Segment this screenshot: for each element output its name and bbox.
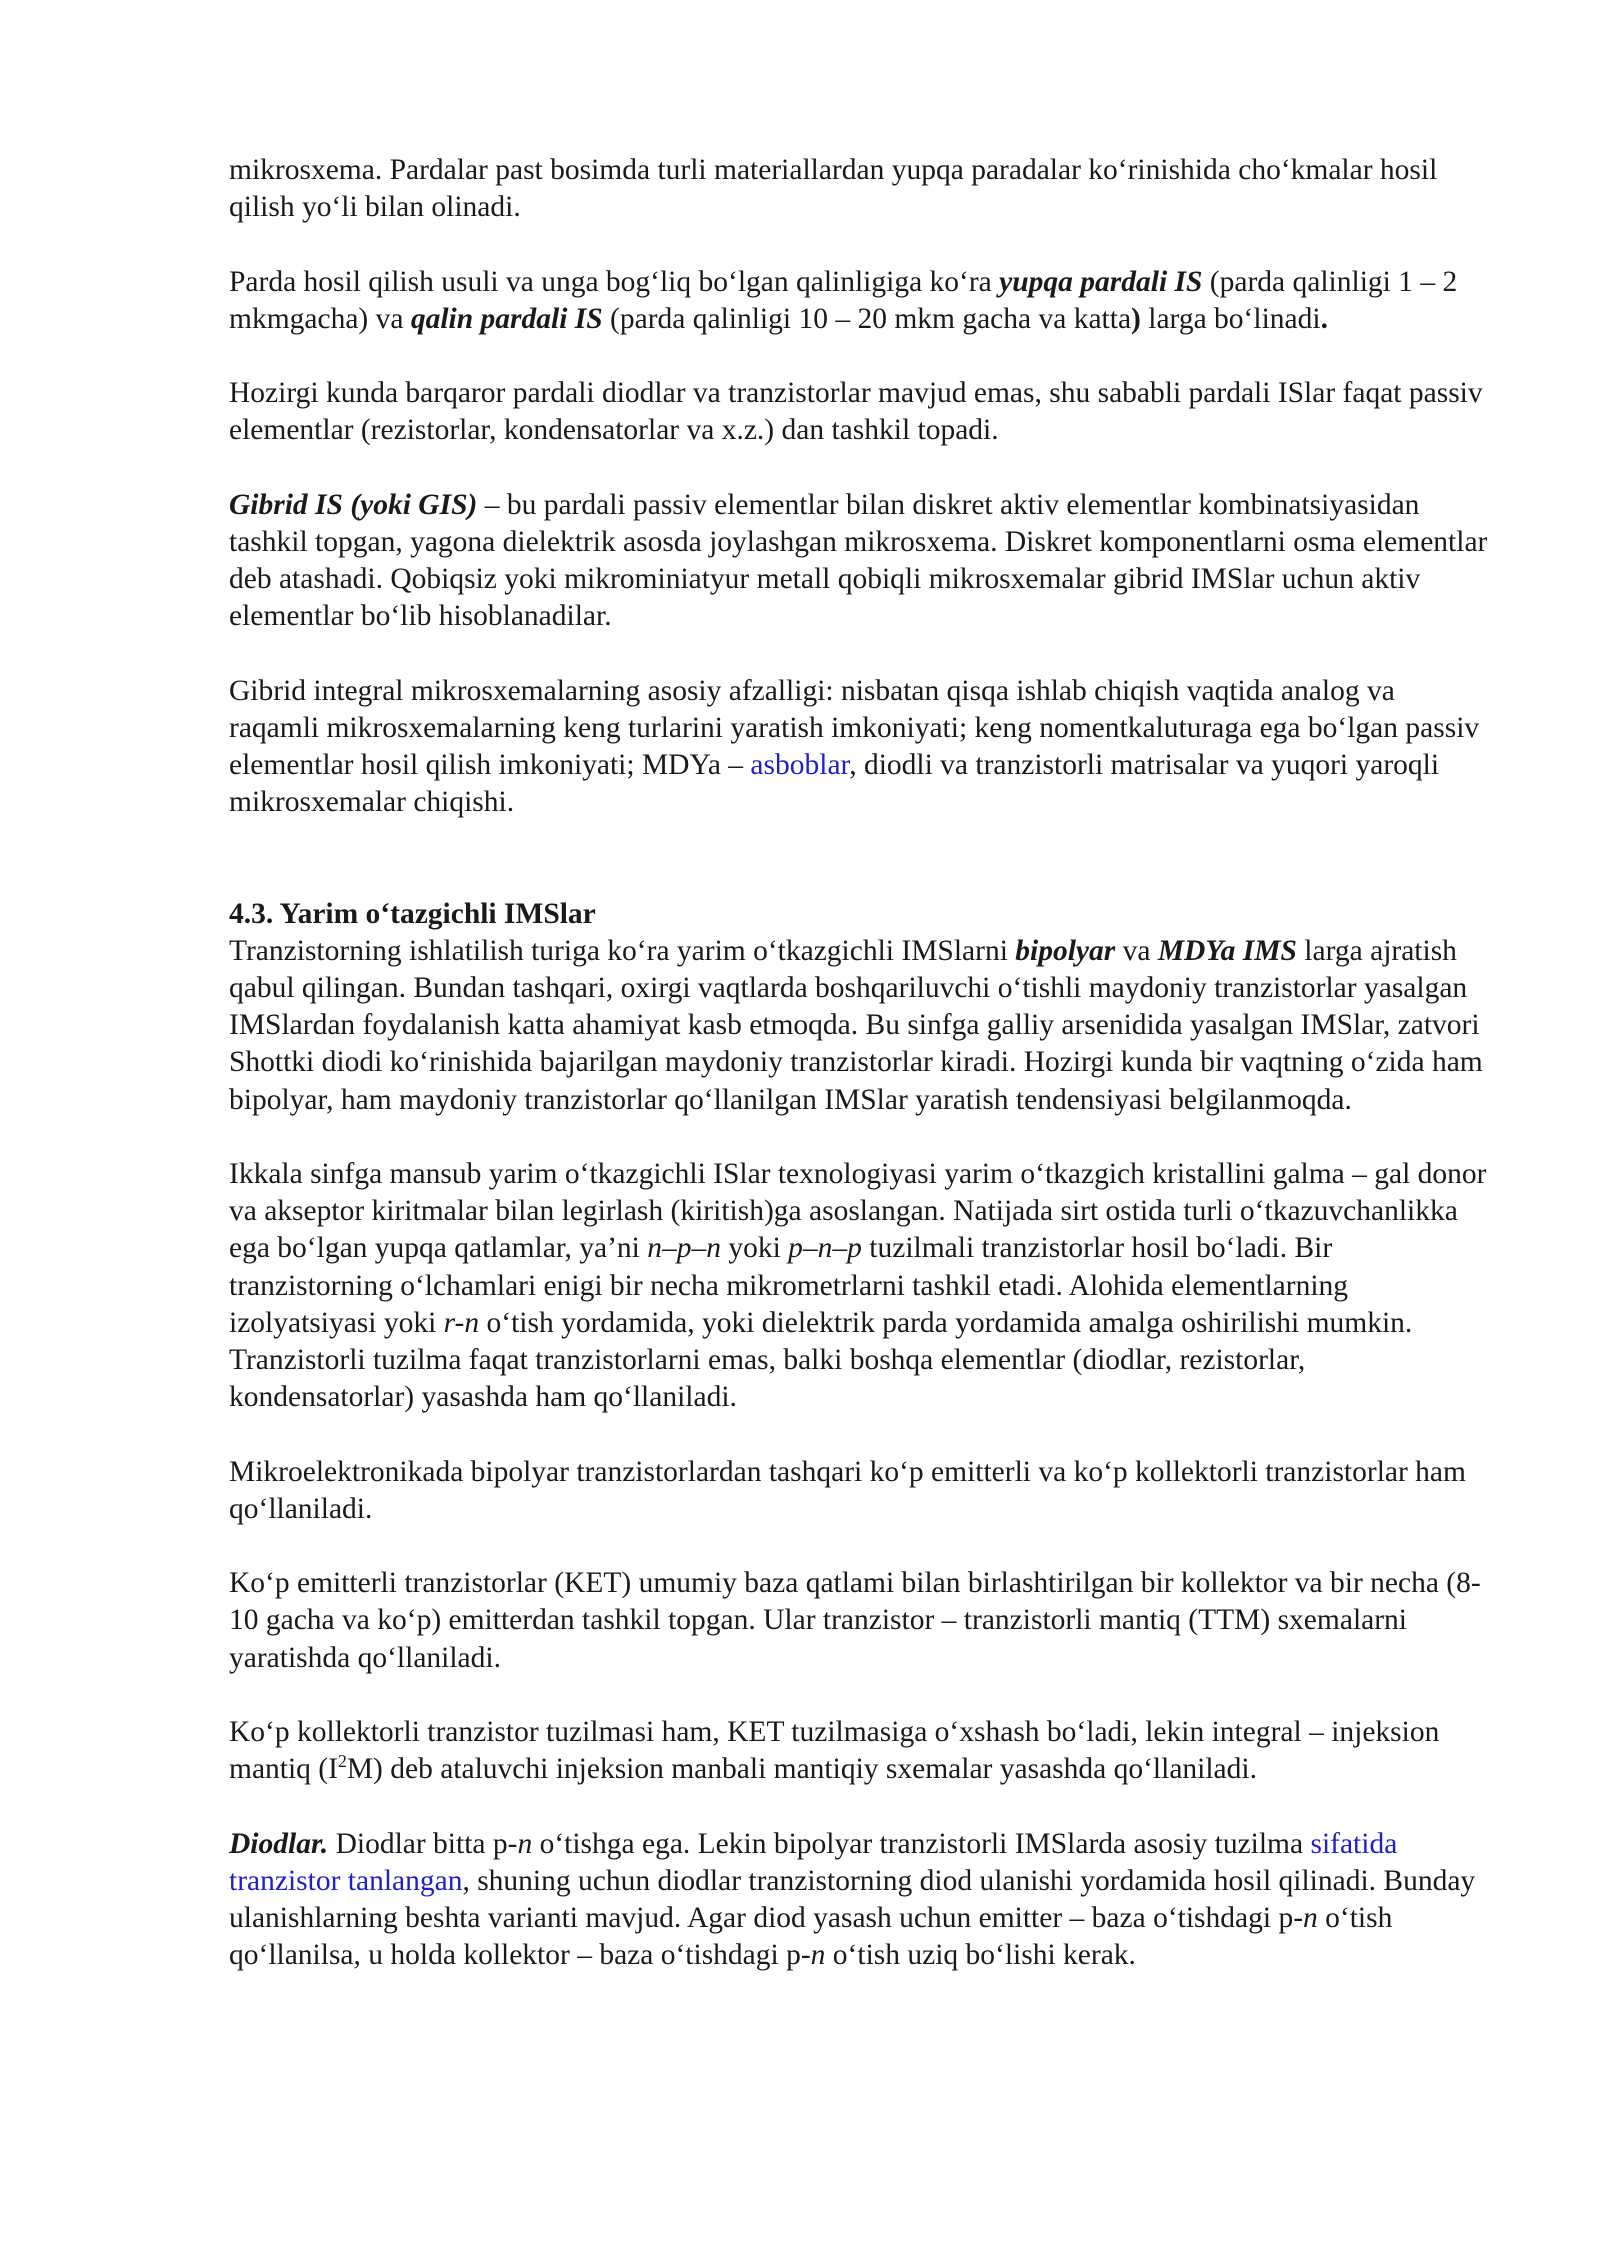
paragraph-kop-kollektorli: Ko‘p kollektorli tranzistor tuzilmasi ham, KET tuzilmasiga o‘xshash bo‘ladi, lekin integral – injeksion mantiq $(I^2M)$ deb ataluvchi injeksion manbali mantiqiy sxemalar yasashda qo‘llaniladi. — [229, 1716, 1440, 1786]
paragraph-diodlar: Diodlar. Diodlar bitta p-n o‘tishga ega. Lekin bipolyar tranzistorli IMSlarda asosiy tuzilma sifatida tranzistor tanlangan, shuning uchun diodlar tranzistorning diod ulanishi yordamida hosil qilinadi. Bunday ulanishlarning beshta varianti mavjud. Agar diod yasash uchun emitter – baza o‘tishdagi p-n o‘tish qo‘llanilsa, u holda kollektor – baza o‘tishdagi p-n o‘tish uziq bo‘lishi kerak. — [229, 1827, 1476, 1972]
paragraph-tranzistor-turiga: Tranzistorning ishlatilish turiga ko‘ra yarim o‘tkazgichli IMSlarni bipolyar va MDYa IMS larga ajratish qabul qilingan. Bundan tashqari, oxirgi vaqtlarda boshqariluvchi o‘tishli maydoniy tranzistorlar yasalgan IMSlardan foydalanish katta ahamiyat kasb etmoqda. Bu sinfga galliy arsenidida yasalgan IMSlar, zatvori Shottki diodi ko‘rinishida bajarilgan maydoniy tranzistorlar kiradi. Hozirgi kunda bir vaqtning o‘zida ham bipolyar, ham maydoniy tranzistorlar qo‘llanilgan IMSlar yaratish tendensiyasi belgilanmoqda. — [229, 934, 1483, 1116]
link-sifatida-tranzistor-tanlangan[interactable]: sifatida tranzistor tanlangan — [229, 1827, 1398, 1897]
paragraph-parda-classification: Parda hosil qilish usuli va unga bog‘liq bo‘lgan qalinligiga ko‘ra yupqa pardali IS (parda qalinligi 1 – 2 mkmgacha) va qalin pardali IS (parda qalinligi 10 – 20 mkm gacha va katta) larga bo‘linadi. — [229, 265, 1458, 335]
paragraph-kop-emitterli: Ko‘p emitterli tranzistorlar (KET) umumiy baza qatlami bilan birlashtirilgan bir kollektor va bir necha (8-10 gacha va ko‘p) emitterdan tashkil topgan. Ular tranzistor – tranzistorli mantiq (TTM) sxemalarni yaratishda qo‘llaniladi. — [229, 1567, 1481, 1674]
paragraph-barqaror-pardali: Hozirgi kunda barqaror pardali diodlar va tranzistorlar mavjud emas, shu sababli pardali ISlar faqat passiv elementlar (rezistorlar, kondensatorlar va x.z.) dan tashkil topadi. — [229, 377, 1483, 447]
paragraph-ikkala-sinfga: Ikkala sinfga mansub yarim o‘tkazgichli ISlar texnologiyasi yarim o‘tkazgich kristallini galma – gal donor va akseptor kiritmalar bilan legirlash (kiritish)ga asoslangan. Natijada sirt ostida turli o‘tkazuvchanlikka ega bo‘lgan yupqa qatlamlar, ya’ni n–p–n yoki p–n–p tuzilmali tranzistorlar hosil bo‘ladi. Bir tranzistorning o‘lchamlari enigi bir necha mikrometrlarni tashkil etadi. Alohida elementlarning izolyatsiyasi yoki r-n o‘tish yordamida, yoki dielektrik parda yordamida amalga oshirilishi mumkin. Tranzistorli tuzilma faqat tranzistorlarni emas, balki boshqa elementlar (diodlar, rezistorlar, kondensatorlar) yasashda ham qo‘llaniladi. — [229, 1158, 1487, 1414]
term-bipolyar: bipolyar — [1015, 934, 1116, 967]
document-page — [229, 152, 1491, 2012]
term-gibrid-is: Gibrid IS (yoki GIS) — [229, 488, 478, 521]
link-asboblar[interactable]: asboblar — [750, 749, 850, 782]
paragraph-gibrid-is: Gibrid IS (yoki GIS) – bu pardali passiv elementlar bilan diskret aktiv elementlar kombinatsiyasidan tashkil topgan, yagona dielektrik asosda joylashgan mikrosxema. Diskret komponentlarni osma elementlar deb atashadi. Qobiqsiz yoki mikrominiatyur metall qobiqli mikrosxemalar gibrid IMSlar uchun aktiv elementlar bo‘lib hisoblanadilar. — [229, 488, 1488, 633]
paragraph-mikroelektronikada: Mikroelektronikada bipolyar tranzistorlardan tashqari ko‘p emitterli va ko‘p kollektorli tranzistorlar ham qo‘llaniladi. — [229, 1455, 1466, 1525]
section-heading: 4.3. Yarim o‘tazgichli IMSlar — [229, 897, 596, 930]
term-yupqa-pardali: yupqa pardali IS — [999, 265, 1203, 298]
paragraph-mikrosxema-continuation: mikrosxema. Pardalar past bosimda turli materiallardan yupqa paradalar ko‘rinishida cho‘kmalar hosil qilish yo‘li bilan olinadi. — [229, 154, 1438, 224]
term-diodlar: Diodlar. — [229, 1827, 329, 1860]
term-mdya-ims: MDYa IMS — [1157, 934, 1297, 967]
term-qalin-pardali: qalin pardali IS — [410, 302, 603, 335]
paragraph-gibrid-afzalligi: Gibrid integral mikrosxemalarning asosiy afzalligi: nisbatan qisqa ishlab chiqish vaqtida analog va raqamli mikrosxemalarning keng turlarini yaratish imkoniyati; keng nomentkaluturaga ega bo‘lgan passiv elementlar hosil qilish imkoniyati; MDYa – asboblar, diodli va tranzistorli matrisalar va yuqori yaroqli mikrosxemalar chiqishi. — [229, 674, 1480, 819]
